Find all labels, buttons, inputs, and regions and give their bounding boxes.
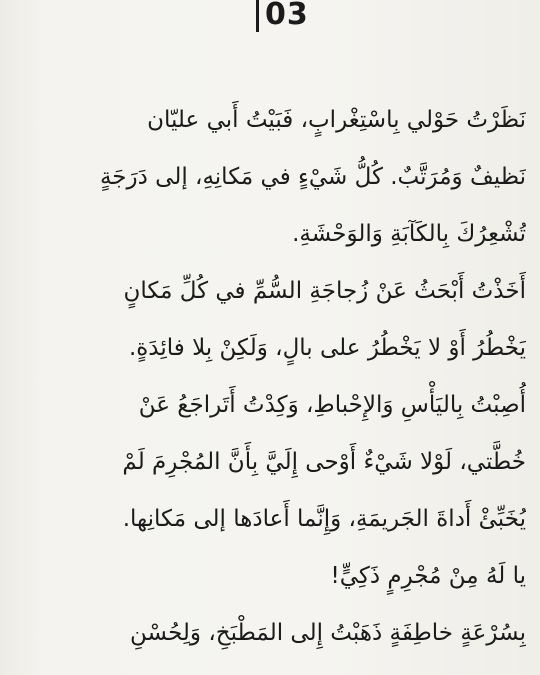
text-line: خُطَّتي، لَوْلا شَيْءٌ أَوْحى إِلَيَّ بِأَنَّ المُجْرِمَ لَمْ (122, 449, 526, 475)
text-line: بِسُرْعَةٍ خاطِفَةٍ ذَهَبْتُ إِلى المَطْبَخِ، وَلِحُسْنِ (130, 620, 526, 646)
text-line: نَظيفٌ وَمُرَتَّبٌ. كُلُّ شَيْءٍ في مَكانِهِ، إلى دَرَجَةٍ (99, 164, 526, 190)
text-line: يَخْطُرُ أَوْ لا يَخْطُرُ على بالٍ، وَلَكِنْ بِلا فائِدَةٍ. (128, 335, 526, 361)
text-line: نَظَرْتُ حَوْلي بِاسْتِغْرابٍ، فَبَيْتُ أَبي عليّان (147, 107, 526, 133)
page-number: 03 (265, 0, 309, 32)
header-bar (256, 0, 259, 32)
text-line: يُخَبِّئْ أَداةَ الجَريمَةِ، وَإِنَّما أَعادَها إلى مَكانِها. (122, 506, 526, 532)
page-header (256, 0, 309, 32)
text-line: أَخَذْتُ أَبْحَثُ عَنْ زُجاجَةِ السُّمِّ في كُلِّ مَكانٍ (123, 278, 526, 304)
story-text (14, 92, 526, 662)
text-line: تُشْعِرُكَ بِالكَآبَةِ وَالوَحْشَةِ. (292, 221, 526, 247)
text-line: أُصِبْتُ بِاليَأْسِ وَالإِحْباطِ، وَكِدْتُ أَتَراجَعُ عَنْ (138, 392, 526, 418)
text-line: يا لَهُ مِنْ مُجْرِمٍ ذَكِيٍّ! (330, 563, 526, 589)
